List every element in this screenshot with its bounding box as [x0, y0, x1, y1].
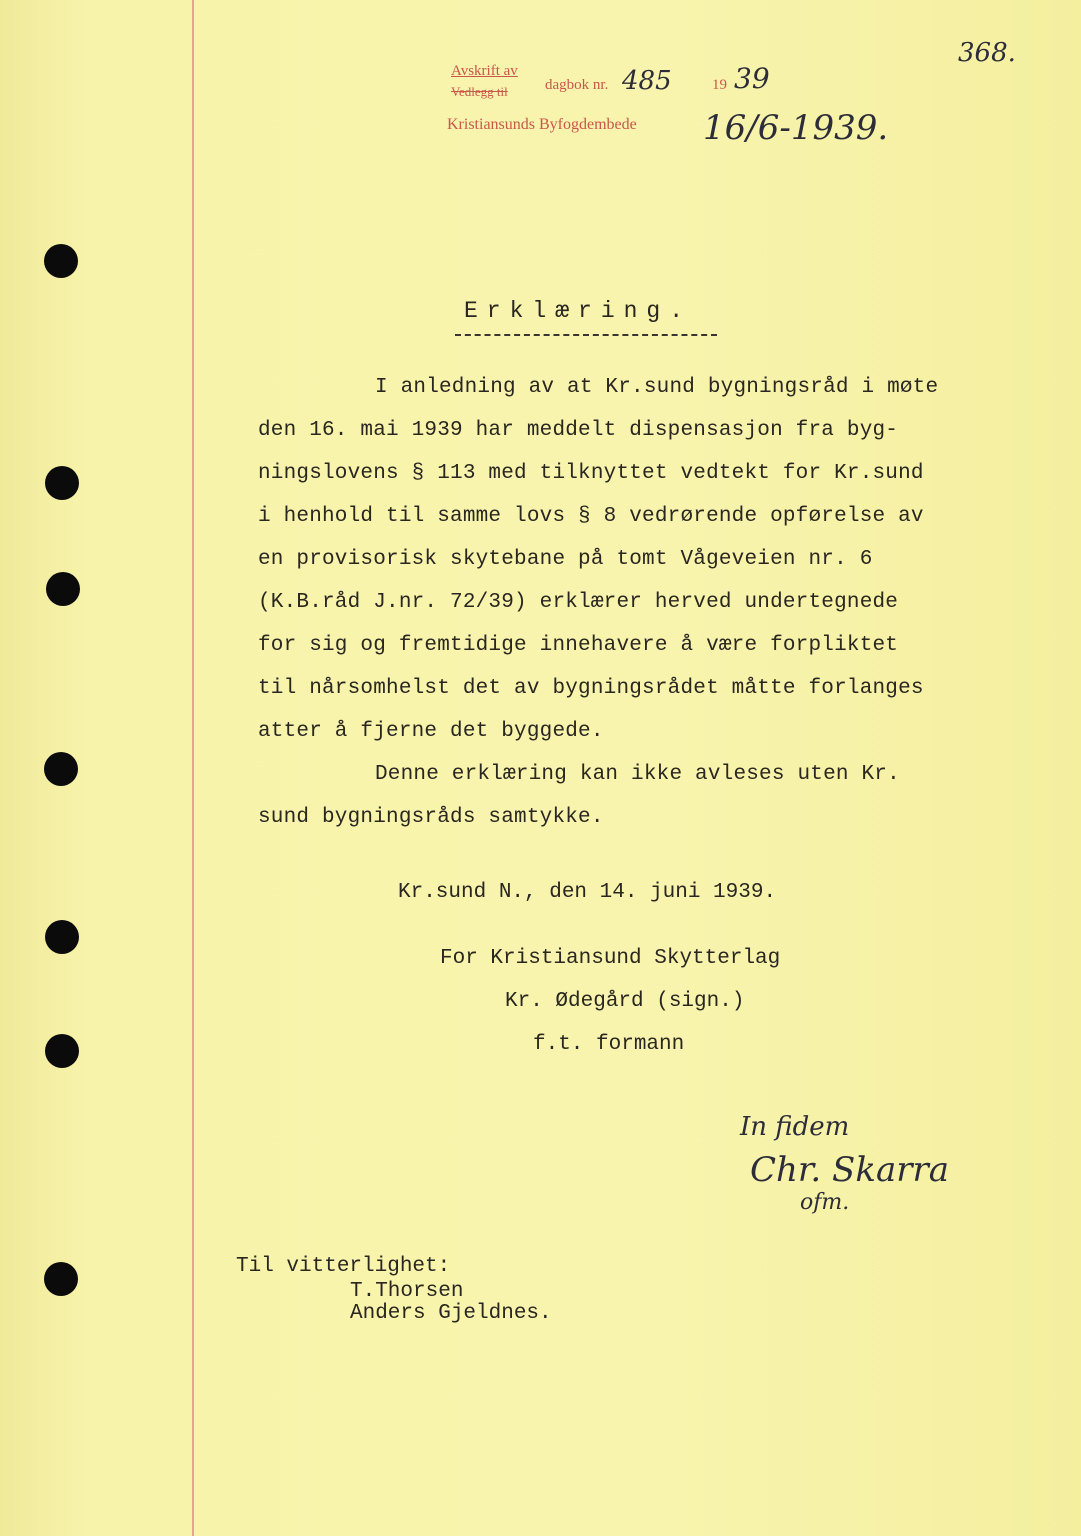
stamp-office: Kristiansunds Byfogdembede: [447, 116, 637, 133]
body-line: for sig og fremtidige innehavere å være forpliktet: [258, 634, 899, 657]
stamp-line1-b: Vedlegg til: [451, 84, 508, 99]
signer-role: f.t. formann: [533, 1033, 685, 1056]
body-line: i henhold til samme lovs § 8 vedrørende opførelse av: [258, 505, 924, 528]
margin-line: [192, 0, 194, 1536]
body-line: sund bygningsråds samtykke.: [258, 806, 604, 829]
body-line: atter å fjerne det byggede.: [258, 720, 604, 743]
stamp-date-hand: 16/6-1939.: [703, 108, 889, 148]
punch-hole: [45, 1034, 79, 1068]
place-date: Kr.sund N., den 14. juni 1939.: [398, 881, 777, 904]
body-line: ningslovens § 113 med tilknyttet vedtekt for Kr.sund: [258, 462, 924, 485]
punch-hole: [44, 244, 78, 278]
body-line: den 16. mai 1939 har meddelt dispensasjon fra byg-: [258, 419, 899, 442]
body-line: en provisorisk skytebane på tomt Vågeveien nr. 6: [258, 548, 873, 571]
stamp-year-hand: 39: [734, 62, 770, 95]
punch-hole: [45, 466, 79, 500]
punch-hole: [46, 572, 80, 606]
body-line: Denne erklæring kan ikke avleses uten Kr.: [375, 763, 900, 786]
title-underline: [455, 334, 717, 336]
witness-name: T.Thorsen: [350, 1280, 464, 1303]
witness-name: Anders Gjeldnes.: [350, 1302, 552, 1325]
body-line: (K.B.råd J.nr. 72/39) erklærer herved undertegnede: [258, 591, 899, 614]
signature-line2: Chr. Skarra: [750, 1150, 949, 1190]
stamp-dagbok-label: dagbok nr.: [545, 77, 609, 93]
punch-hole: [44, 1262, 78, 1296]
document-title: Erklæring.: [464, 298, 693, 324]
punch-hole: [44, 752, 78, 786]
witness-label: Til vitterlighet:: [236, 1255, 451, 1278]
signer: Kr. Ødegård (sign.): [505, 990, 745, 1013]
body-line: I anledning av at Kr.sund bygningsråd i møte: [375, 376, 939, 399]
body-line: til nårsomhelst det av bygningsrådet måtte forlanges: [258, 677, 924, 700]
signature-line3: ofm.: [800, 1190, 850, 1215]
stamp-dagbok-number: 485: [622, 66, 672, 96]
stamp-line1-a: Avskrift av: [451, 63, 518, 79]
stamp-year-prefix: 19: [712, 77, 727, 93]
punch-hole: [45, 920, 79, 954]
organization: For Kristiansund Skytterlag: [440, 947, 781, 970]
page-number: 368.: [958, 38, 1016, 68]
signature-line1: In fidem: [740, 1112, 850, 1142]
